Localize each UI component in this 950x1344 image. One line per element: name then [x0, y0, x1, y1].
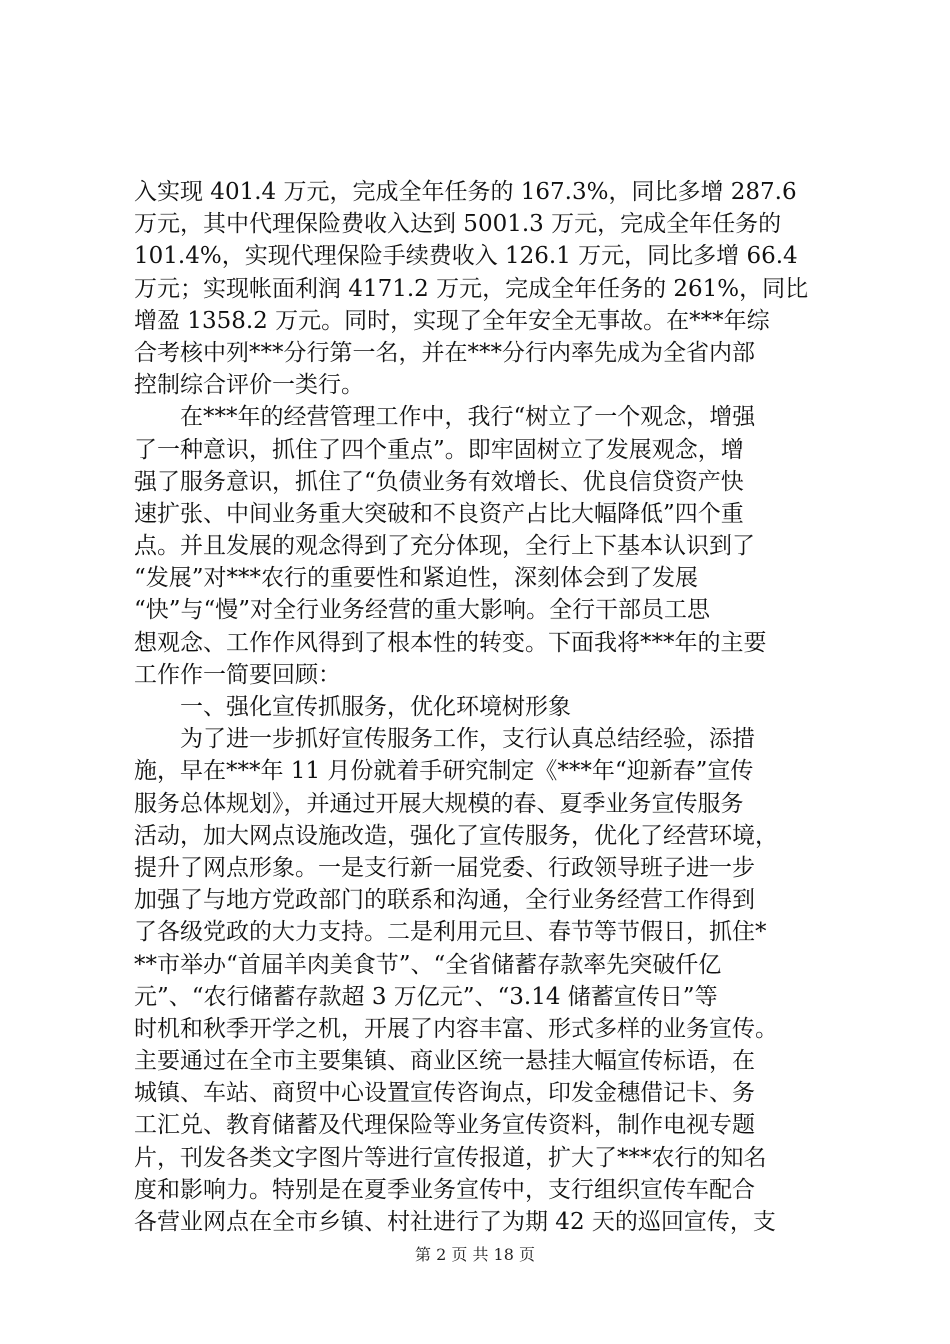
text-line: 度和影响力。特别是在夏季业务宣传中，支行组织宣传车配合	[134, 1176, 755, 1203]
page-footer: 第 2 页 共 18 页	[415, 1245, 535, 1264]
text-line: 时机和秋季开学之机，开展了内容丰富、形式多样的业务宣传。	[134, 1015, 778, 1042]
text-line: 提升了网点形象。一是支行新一届党委、行政领导班子进一步	[134, 854, 755, 881]
text-line: 点。并且发展的观念得到了充分体现，全行上下基本认识到了	[134, 533, 755, 560]
text-line: 各营业网点在全市乡镇、村社进行了为期 42 天的巡回宣传，支	[134, 1209, 776, 1235]
text-line: 加强了与地方党政部门的联系和沟通，全行业务经营工作得到	[134, 887, 755, 914]
text-line: 城镇、车站、商贸中心设置宣传咨询点，印发金穗借记卡、务	[134, 1080, 755, 1107]
text-line: 速扩张、中间业务重大突破和不良资产占比大幅降低”四个重	[134, 500, 744, 527]
text-line: 施，早在***年 11 月份就着手研究制定《***年“迎新春”宣传	[134, 758, 754, 785]
text-line: **市举办“首届羊肉美食节”、“全省储蓄存款率先突破仟亿	[134, 951, 722, 978]
body-text	[134, 176, 834, 1238]
text-line: 工作作一简要回顾：	[134, 661, 341, 688]
text-line: “发展”对***农行的重要性和紧迫性，深刻体会到了发展	[134, 565, 699, 592]
text-line: 增盈 1358.2 万元。同时，实现了全年安全无事故。在***年综	[134, 307, 770, 334]
text-line: 入实现 401.4 万元，完成全年任务的 167.3%，同比多增 287.6	[134, 179, 797, 205]
text-line: 元”、“农行储蓄存款超 3 万亿元”、“3.14 储蓄宣传日”等	[134, 983, 718, 1010]
text-line: 了一种意识，抓住了四个重点”。即牢固树立了发展观念，增	[134, 436, 744, 463]
text-line: 想观念、工作作风得到了根本性的转变。下面我将***年的主要	[134, 629, 767, 656]
text-line: 万元；实现帐面利润 4171.2 万元，完成全年任务的 261%，同比	[134, 275, 809, 302]
text-line: 在***年的经营管理工作中，我行“树立了一个观念，增强	[134, 404, 756, 431]
text-line: 101.4%，实现代理保险手续费收入 126.1 万元，同比多增 66.4	[134, 243, 798, 270]
text-line: 了各级党政的大力支持。二是利用元旦、春节等节假日，抓住*	[134, 919, 767, 946]
text-line: 片，刊发各类文字图片等进行宣传报道，扩大了***农行的知名	[134, 1144, 767, 1171]
text-line: 为了进一步抓好宣传服务工作，支行认真总结经验，添措	[134, 726, 755, 753]
text-line: 工汇兑、教育储蓄及代理保险等业务宣传资料，制作电视专题	[134, 1112, 755, 1139]
text-line: 万元，其中代理保险费收入达到 5001.3 万元，完成全年任务的	[134, 211, 782, 238]
text-line: “快”与“慢”对全行业务经营的重大影响。全行干部员工思	[134, 597, 711, 624]
text-line: 服务总体规划》，并通过开展大规模的春、夏季业务宣传服务	[134, 790, 744, 817]
text-line: 合考核中列***分行第一名，并在***分行内率先成为全省内部	[134, 339, 755, 366]
text-line: 主要通过在全市主要集镇、商业区统一悬挂大幅宣传标语，在	[134, 1048, 755, 1075]
text-line: 控制综合评价一类行。	[134, 372, 364, 399]
text-line: 强了服务意识，抓住了“负债业务有效增长、优良信贷资产快	[134, 468, 744, 495]
text-line: 活动，加大网点设施改造，强化了宣传服务，优化了经营环境，	[134, 822, 778, 849]
text-line: 一、强化宣传抓服务，优化环境树形象	[134, 694, 571, 720]
